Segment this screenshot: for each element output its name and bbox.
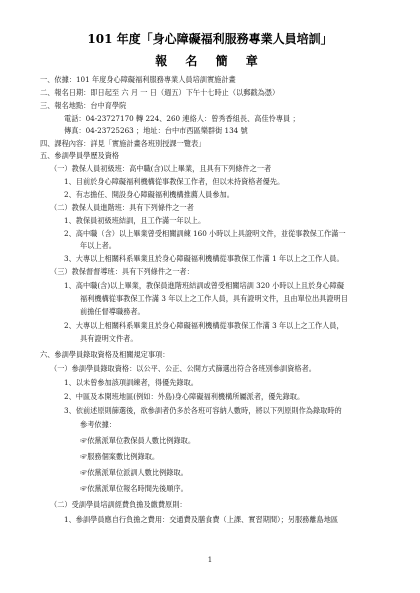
list-item: 2、中區及本開班地區(例如：外島)身心障礙福利機構所屬派者，優先錄取。 [64, 392, 305, 401]
document-title: 101 年度「身心障礙福利服務專業人員培訓」 [87, 32, 333, 46]
list-item-continuation: 前擔任督導職務者。 [80, 307, 145, 316]
subsection-beginner-class: （一）教保人員初級班：高中職(含)以上畢業，且具有下列條件之一者 [50, 164, 272, 173]
section-course-content: 四、課程內容：詳見「實施計畫各班別授課一覽表」 [40, 139, 206, 148]
list-item-continuation: 參考依據： [80, 420, 116, 429]
subsection-advanced-class: （二）教保人員進階班：具有下列條件之一者 [50, 203, 194, 212]
subsection-supervisor-class: （三）教保督督導班：具有下列條件之一者： [50, 267, 194, 276]
list-item: 1、目前於身心障礙福利機構從事教保工作者，但以未持資格者優先。 [64, 177, 285, 186]
criteria-item: ☞依黨派單位派訓人數比例錄取。 [80, 468, 188, 477]
subsection-fee-principles: （二）受訓學員培訓經費負擔及繳費原則： [50, 500, 187, 509]
list-item: 1、以未曾參加該項訓練者，得優先錄取。 [64, 378, 198, 387]
list-item: 1、高中職(含)以上畢業，教保員進階班結訓或曾受相關培訓 320 小時以上且於身心障礙 [64, 281, 345, 290]
section-registration-place: 三、報名地點：台中育學院 [40, 101, 127, 110]
list-item: 2、高中職（含）以上畢業曾受相關訓練 160 小時以上具證明文件，並從事教保工作滿一 [64, 229, 346, 238]
section-basis: 一、依據：101 年度身心障礙福利服務專業人員培訓實施計畫 [40, 75, 236, 84]
list-item: 3、大專以上相關科系畢業且於身心障礙福利機構從事教保工作滿 1 年以上之工作人員。 [64, 254, 344, 263]
section-admission-rules: 六、參訓學員錄取資格及相關規定事項： [40, 350, 170, 359]
contact-phone-line: 電話：04-23727170 轉 224、260 連絡人：曾秀香組長、高佳怜專員 ； [64, 114, 300, 123]
list-item: 2、有志擔任、開設身心障礙福利機構推薦人員參加。 [64, 190, 234, 199]
list-item-continuation: 年以上者。 [80, 241, 116, 250]
list-item-continuation: 福利機構從事教保工作滿 3 年以上之工作人員，具有證明文件，且由單位出具證明目 [80, 294, 348, 303]
list-item: 1、教保員初級班結訓，且工作滿一年以上。 [64, 216, 206, 225]
list-item: 3、依前述原則篩選後，欲參訓者仍多於各班可容納人數時，將以下列原則作為錄取時的 [64, 406, 342, 415]
section-qualifications: 五、參訓學員學歷及資格 [40, 151, 120, 160]
criteria-item: ☞依黨派單位教保員人數比例錄取。 [80, 436, 196, 445]
section-registration-date: 二、報名日期：即日起至 六 月 一 日（週五）下午十七時止（以郵戳為憑） [40, 88, 280, 97]
list-item: 2、大專以上相關科系畢業且於身心障礙福利機構從事教保工作滿 3 年以上之工作人員， [64, 321, 344, 330]
criteria-item: ☞依黨派單位報名時間先後順序。 [80, 484, 188, 493]
subsection-admission-qualification: （一）參訓學員錄取資格：以公平、公正、公開方式篩選出符合各班別參訓資格者。 [50, 364, 316, 373]
page-number: 1 [207, 556, 213, 564]
contact-fax-line: 傳真：04-23725263 ；地址：台中市西區樂群街 134 號 [64, 126, 248, 135]
criteria-item: ☞服務個案數比例錄取。 [80, 452, 160, 461]
list-item: 1、參訓學員應自行負擔之費用：交通費及膳食費（上課、實習期間）；另服務離島地區 [64, 515, 339, 524]
list-item-continuation: 具有證明文件者。 [80, 334, 138, 343]
document-subtitle: 報 名 簡 章 [155, 54, 265, 68]
